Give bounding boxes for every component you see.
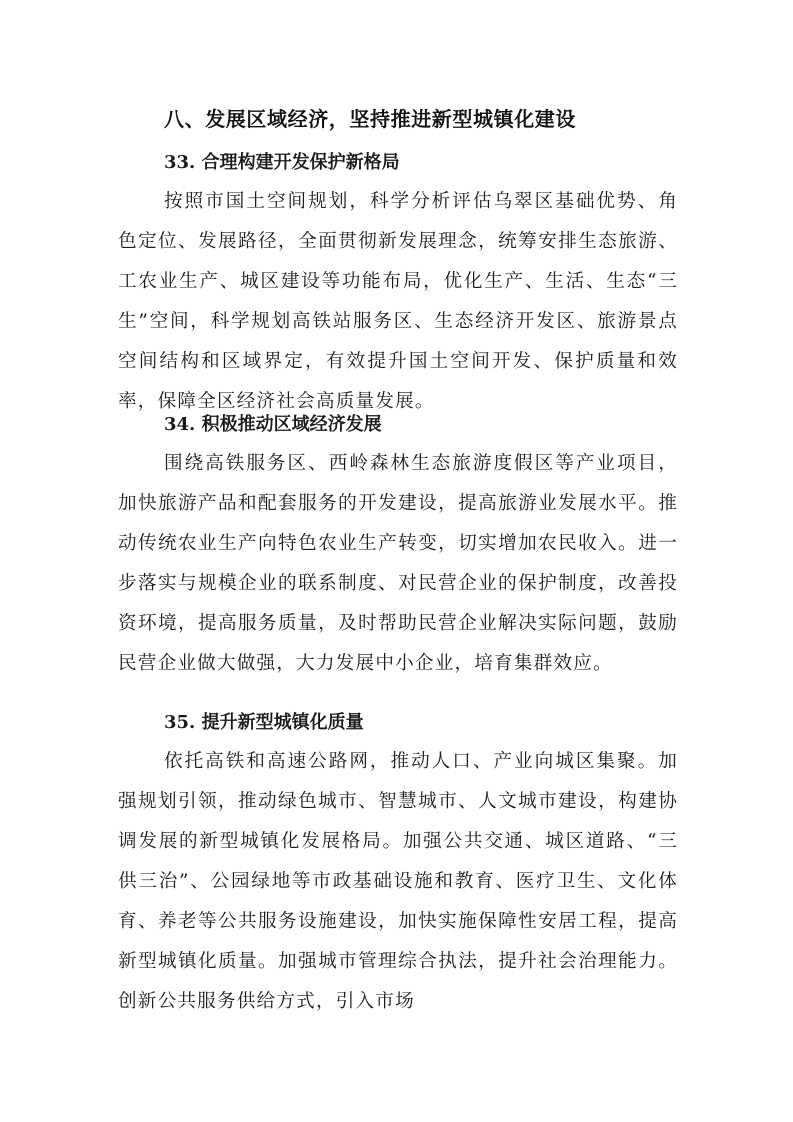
section-33-body — [118, 182, 678, 422]
section-33 — [118, 145, 678, 181]
chapter-heading: 八、发展区域经济，坚持推进新型城镇化建设 — [164, 107, 576, 131]
section-paragraph: 依托高铁和高速公路网，推动人口、产业向城区集聚。加强规划引领，推动绿色城市、智慧城市、人文城市建设，构建协调发展的新型城镇化发展格局。加强公共交通、城区道路、“三供三治”、公园绿地等市政基础设施和教育、医疗卫生、文化体育、养老等公共服务设施建设，加快实施保障性安居工程，提高新型城镇化质量。加强城市管理综合执法，提升社会治理能力。创新公共服务供给方式，引入市场 — [118, 751, 678, 1012]
section-35-body — [118, 742, 678, 1022]
section-35 — [118, 705, 678, 741]
section-paragraph: 按照市国土空间规划，科学分析评估乌翠区基础优势、角色定位、发展路径，全面贯彻新发展理念，统筹安排生态旅游、工农业生产、城区建设等功能布局，优化生产、生活、生态“三生”空间，科学规划高铁站服务区、生态经济开发区、旅游景点空间结构和区域界定，有效提升国土空间开发、保护质量和效率，保障全区经济社会高质量发展。 — [118, 191, 678, 412]
section-34-body — [118, 444, 678, 684]
section-34 — [118, 407, 678, 443]
section-heading: 35. 提升新型城镇化质量 — [164, 712, 364, 733]
section-paragraph: 围绕高铁服务区、西岭森林生态旅游度假区等产业项目，加快旅游产品和配套服务的开发建设，提高旅游业发展水平。推动传统农业生产向特色农业生产转变，切实增加农民收入。进一步落实与规模企业的联系制度、对民营企业的保护制度，改善投资环境，提高服务质量，及时帮助民营企业解决实际问题，鼓励民营企业做大做强，大力发展中小企业，培育集群效应。 — [118, 453, 678, 674]
section-heading: 34. 积极推动区域经济发展 — [164, 414, 382, 435]
section-heading: 33. 合理构建开发保护新格局 — [164, 152, 400, 173]
